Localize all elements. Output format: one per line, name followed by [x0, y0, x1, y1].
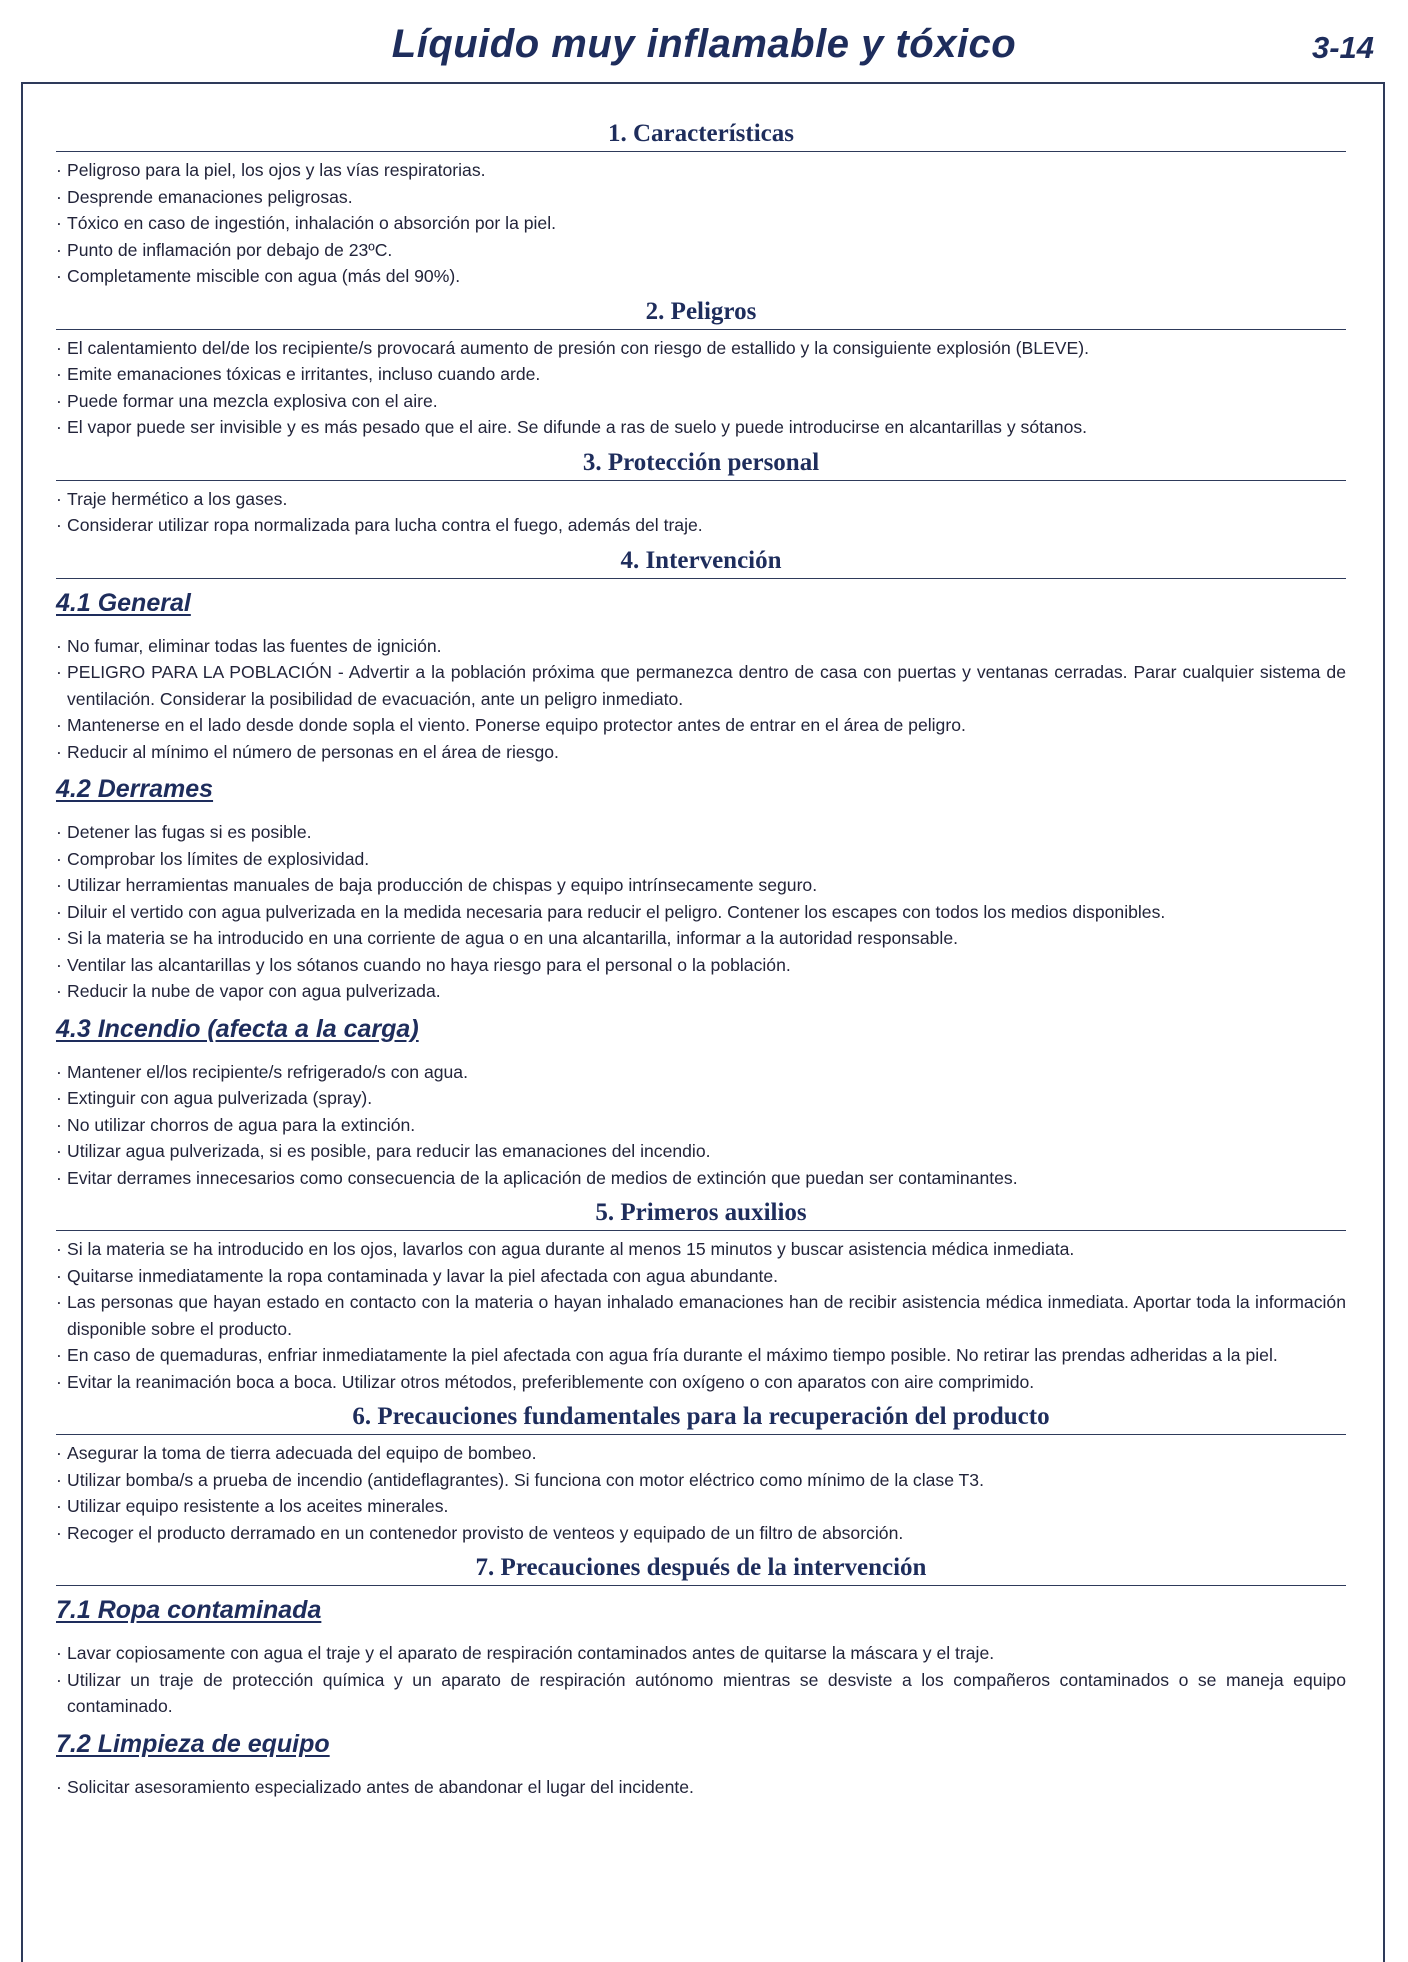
- section-heading: 4. Intervención: [56, 545, 1346, 579]
- section-1: [56, 118, 1346, 290]
- list-item: · Tóxico en caso de ingestión, inhalación o absorción por la piel.: [56, 210, 1346, 237]
- list-item: · Quitarse inmediatamente la ropa contaminada y lavar la piel afectada con agua abundante.: [56, 1263, 1346, 1290]
- list-item: · No fumar, eliminar todas las fuentes de ignición.: [56, 633, 1346, 660]
- list-item: · Mantenerse en el lado desde donde sopla el viento. Ponerse equipo protector antes de entrar en el área de peligro.: [56, 712, 1346, 739]
- list-item: · Recoger el producto derramado en un contenedor provisto de venteos y equipado de un filtro de absorción.: [56, 1520, 1346, 1547]
- list-item: · Utilizar equipo resistente a los aceites minerales.: [56, 1493, 1346, 1520]
- list-item: · Las personas que hayan estado en contacto con la materia o hayan inhalado emanaciones han de recibir asistencia médica inmediata. Aportar toda la información disponible sobre el producto.: [56, 1289, 1346, 1342]
- list-item: · Utilizar bomba/s a prueba de incendio (antideflagrantes). Si funciona con motor eléctrico como mínimo de la clase T3.: [56, 1467, 1346, 1494]
- section-4: [56, 545, 1346, 1192]
- section-heading: 3. Protección personal: [56, 447, 1346, 481]
- bullet-list: [56, 633, 1346, 766]
- list-item: · Diluir el vertido con agua pulverizada en la medida necesaria para reducir el peligro. Contener los escapes con todos los medios disponibles.: [56, 899, 1346, 926]
- list-item: · Punto de inflamación por debajo de 23ºC.: [56, 237, 1346, 264]
- subsection-heading: 7.1 Ropa contaminada: [56, 1596, 322, 1624]
- list-item: · Utilizar agua pulverizada, si es posible, para reducir las emanaciones del incendio.: [56, 1138, 1346, 1165]
- list-item: · Reducir la nube de vapor con agua pulverizada.: [56, 978, 1346, 1005]
- section-heading: 5. Primeros auxilios: [56, 1197, 1346, 1231]
- list-item: · Evitar la reanimación boca a boca. Utilizar otros métodos, preferiblemente con oxígeno o con aparatos con aire comprimido.: [56, 1369, 1346, 1396]
- list-item: · Traje hermético a los gases.: [56, 486, 1346, 513]
- list-item: · Si la materia se ha introducido en los ojos, lavarlos con agua durante al menos 15 minutos y buscar asistencia médica inmediata.: [56, 1236, 1346, 1263]
- subsection-heading: 4.3 Incendio (afecta a la carga): [56, 1014, 419, 1043]
- list-item: · Evitar derrames innecesarios como consecuencia de la aplicación de medios de extinción que puedan ser contaminantes.: [56, 1165, 1346, 1192]
- bullet-list: [56, 1640, 1346, 1720]
- list-item: · Considerar utilizar ropa normalizada para lucha contra el fuego, además del traje.: [56, 512, 1346, 539]
- page-number: 3-14: [1311, 30, 1374, 65]
- list-item: · Reducir al mínimo el número de personas en el área de riesgo.: [56, 739, 1346, 766]
- list-item: · Emite emanaciones tóxicas e irritantes, incluso cuando arde.: [56, 361, 1346, 388]
- section-heading: 1. Características: [56, 118, 1346, 152]
- bullet-list: [56, 335, 1346, 441]
- list-item: · Extinguir con agua pulverizada (spray).: [56, 1085, 1346, 1112]
- list-item: · Si la materia se ha introducido en una corriente de agua o en una alcantarilla, informar a la autoridad responsable.: [56, 925, 1346, 952]
- bullet-list: [56, 486, 1346, 539]
- subsection-heading: 4.1 General: [56, 588, 191, 617]
- list-item: · Completamente miscible con agua (más del 90%).: [56, 263, 1346, 290]
- section-7: [56, 1552, 1346, 1800]
- bullet-list: [56, 1440, 1346, 1546]
- list-item: · El calentamiento del/de los recipiente/s provocará aumento de presión con riesgo de estallido y la consiguiente explosión (BLEVE).: [56, 335, 1346, 362]
- subsection-heading: 4.2 Derrames: [56, 775, 214, 803]
- bullet-list: [56, 1059, 1346, 1192]
- section-5: [56, 1197, 1346, 1395]
- list-item: · Mantener el/los recipiente/s refrigerado/s con agua.: [56, 1059, 1346, 1086]
- section-3: [56, 447, 1346, 539]
- list-item: · Utilizar herramientas manuales de baja producción de chispas y equipo intrínsecamente seguro.: [56, 872, 1346, 899]
- list-item: · Peligroso para la piel, los ojos y las vías respiratorias.: [56, 157, 1346, 184]
- list-item: · Ventilar las alcantarillas y los sótanos cuando no haya riesgo para el personal o la población.: [56, 952, 1346, 979]
- list-item: · Solicitar asesoramiento especializado antes de abandonar el lugar del incidente.: [56, 1774, 1346, 1801]
- document-body: [56, 118, 1346, 1806]
- list-item: · PELIGRO PARA LA POBLACIÓN - Advertir a la población próxima que permanezca dentro de casa con puertas y ventanas cerradas. Parar cualquier sistema de ventilación. Considerar la posibilidad de evacuación, ante un peligro inmediato.: [56, 659, 1346, 712]
- list-item: · El vapor puede ser invisible y es más pesado que el aire. Se difunde a ras de suelo y puede introducirse en alcantarillas y sótanos.: [56, 414, 1346, 441]
- list-item: · Utilizar un traje de protección química y un aparato de respiración autónomo mientras se desviste a los compañeros contaminados o se maneja equipo contaminado.: [56, 1667, 1346, 1720]
- list-item: · Desprende emanaciones peligrosas.: [56, 184, 1346, 211]
- page-header: [0, 14, 1408, 74]
- list-item: · No utilizar chorros de agua para la extinción.: [56, 1112, 1346, 1139]
- section-6: [56, 1401, 1346, 1546]
- section-heading: 2. Peligros: [56, 296, 1346, 330]
- list-item: · Lavar copiosamente con agua el traje y el aparato de respiración contaminados antes de quitarse la máscara y el traje.: [56, 1640, 1346, 1667]
- bullet-list: [56, 819, 1346, 1005]
- list-item: · Asegurar la toma de tierra adecuada del equipo de bombeo.: [56, 1440, 1346, 1467]
- list-item: · Comprobar los límites de explosividad.: [56, 846, 1346, 873]
- bullet-list: [56, 1774, 1346, 1801]
- subsection-heading: 7.2 Limpieza de equipo: [56, 1729, 330, 1758]
- bullet-list: [56, 157, 1346, 290]
- document-title: Líquido muy inflamable y tóxico: [391, 22, 1017, 66]
- list-item: · En caso de quemaduras, enfriar inmediatamente la piel afectada con agua fría durante el máximo tiempo posible. No retirar las prendas adheridas a la piel.: [56, 1342, 1346, 1369]
- section-heading: 7. Precauciones después de la intervención: [56, 1552, 1346, 1586]
- list-item: · Detener las fugas si es posible.: [56, 819, 1346, 846]
- section-2: [56, 296, 1346, 441]
- list-item: · Puede formar una mezcla explosiva con el aire.: [56, 388, 1346, 415]
- bullet-list: [56, 1236, 1346, 1395]
- section-heading: 6. Precauciones fundamentales para la recuperación del producto: [56, 1401, 1346, 1435]
